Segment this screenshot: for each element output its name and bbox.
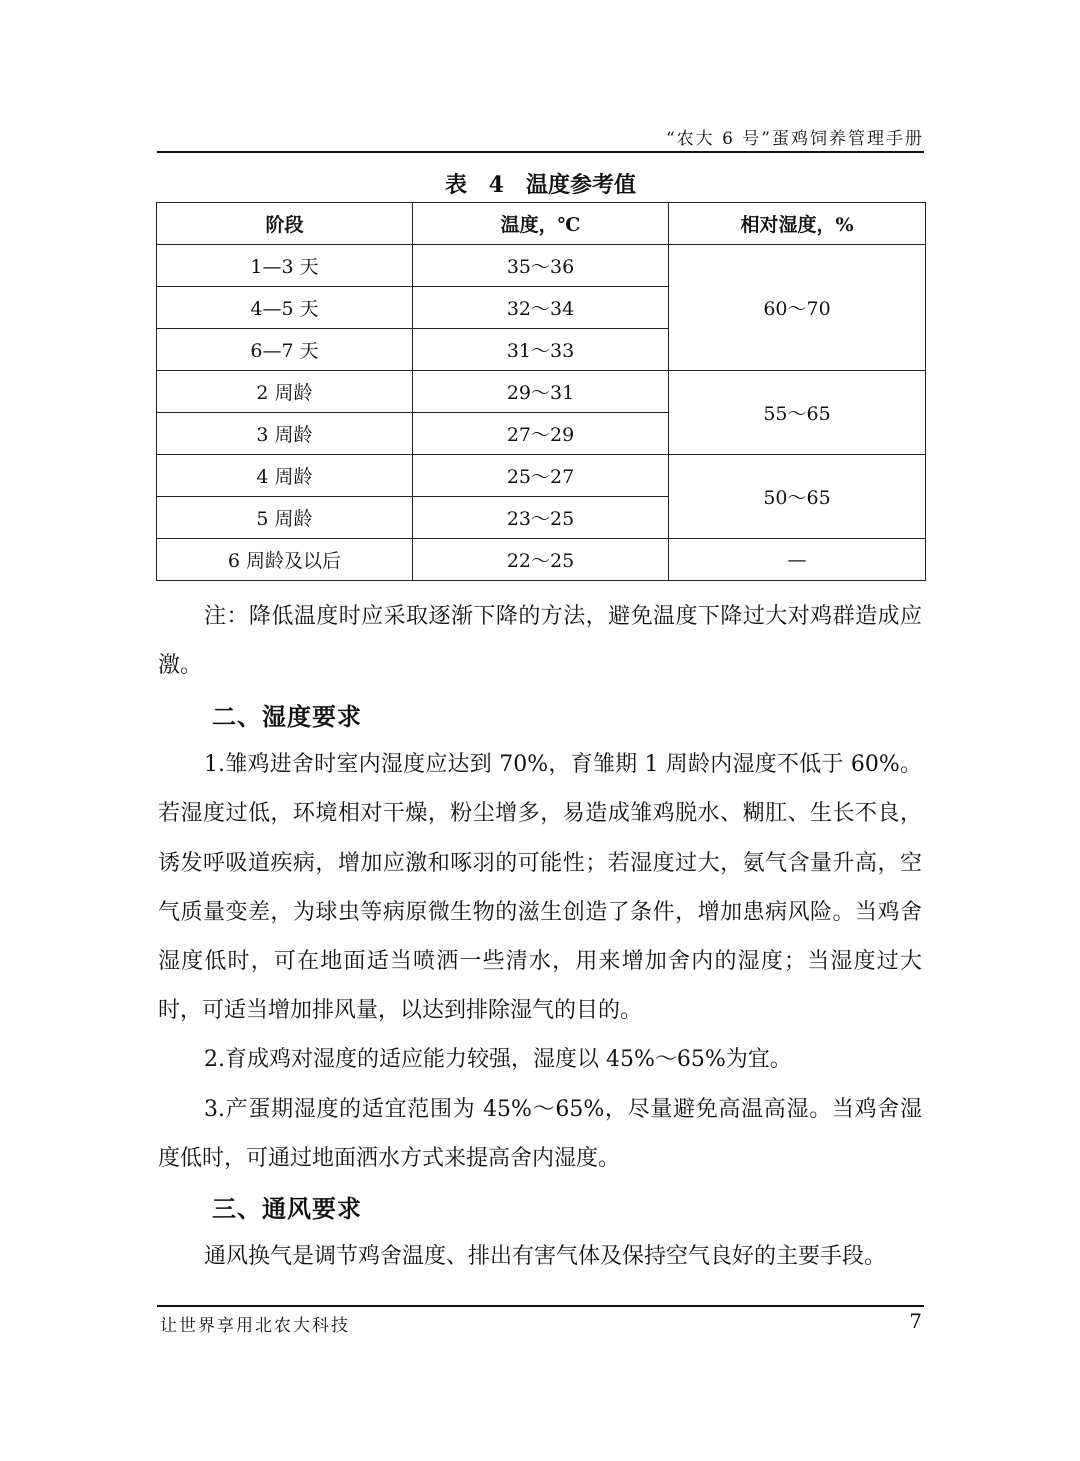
table-row xyxy=(157,371,926,413)
stage-cell: 2 周龄 xyxy=(157,371,413,413)
column-header-stage: 阶段 xyxy=(157,203,413,245)
stage-cell: 6—7 天 xyxy=(157,329,413,371)
humidity-cell: 50～65 xyxy=(669,455,926,539)
temperature-cell: 25～27 xyxy=(413,455,669,497)
table-row xyxy=(157,245,926,287)
temperature-reference-table xyxy=(156,202,926,581)
running-header: “农大 6 号”蛋鸡饲养管理手册 xyxy=(665,129,924,149)
paragraph-text: 3.产蛋期湿度的适宜范围为 45%～65%，尽量避免高温高湿。当鸡舍湿度低时，可通过地面洒水方式来提高舍内湿度。 xyxy=(158,1097,922,1172)
table-note xyxy=(158,592,922,691)
header-rule xyxy=(157,151,924,153)
stage-cell: 6 周龄及以后 xyxy=(157,539,413,581)
stage-cell: 5 周龄 xyxy=(157,497,413,539)
temperature-cell: 27～29 xyxy=(413,413,669,455)
temperature-cell: 23～25 xyxy=(413,497,669,539)
humidity-cell: 55～65 xyxy=(669,371,926,455)
section-heading-ventilation: 三、通风要求 xyxy=(212,1194,362,1223)
page-number: 7 xyxy=(909,1309,922,1333)
temperature-cell: 35～36 xyxy=(413,245,669,287)
paragraph-text: 2.育成鸡对湿度的适应能力较强，湿度以 45%～65%为宜。 xyxy=(204,1047,792,1072)
temperature-cell: 22～25 xyxy=(413,539,669,581)
footer-rule xyxy=(157,1305,924,1307)
footer-slogan: 让世界享用北农大科技 xyxy=(160,1316,350,1336)
table-title: 表 4 温度参考值 xyxy=(445,172,636,198)
stage-cell: 4—5 天 xyxy=(157,287,413,329)
column-header-temperature: 温度，℃ xyxy=(413,203,669,245)
paragraph-text: 1.雏鸡进舍时室内湿度应达到 70%，育雏期 1 周龄内湿度不低于 60%。若湿度过低，环境相对干燥，粉尘增多，易造成雏鸡脱水、糊肛、生长不良，诱发呼吸道疾病，增加应激和啄羽的可能性；若湿度过大，氨气含量升高，空气质量变差，为球虫等病原微生物的滋生创造了条件，增加患病风险。当鸡舍湿度低时，可在地面适当喷洒一些清水，用来增加舍内的湿度；当湿度过大时，可适当增加排风量，以达到排除湿气的目的。 xyxy=(158,752,922,1024)
section-heading-humidity: 二、湿度要求 xyxy=(212,702,362,731)
ventilation-paragraph-1 xyxy=(158,1232,922,1281)
temperature-cell: 31～33 xyxy=(413,329,669,371)
humidity-paragraph-3 xyxy=(158,1085,922,1184)
table-row xyxy=(157,539,926,581)
humidity-paragraph-1 xyxy=(158,740,922,1036)
table-note-text: 注：降低温度时应采取逐渐下降的方法，避免温度下降过大对鸡群造成应激。 xyxy=(158,604,922,679)
column-header-humidity: 相对湿度，% xyxy=(669,203,926,245)
paragraph-text: 通风换气是调节鸡舍温度、排出有害气体及保持空气良好的主要手段。 xyxy=(204,1244,887,1269)
stage-cell: 1—3 天 xyxy=(157,245,413,287)
humidity-cell: — xyxy=(669,539,926,581)
temperature-cell: 29～31 xyxy=(413,371,669,413)
humidity-paragraph-2 xyxy=(158,1035,922,1084)
table-row xyxy=(157,455,926,497)
humidity-cell: 60～70 xyxy=(669,245,926,371)
stage-cell: 4 周龄 xyxy=(157,455,413,497)
temperature-cell: 32～34 xyxy=(413,287,669,329)
table-header-row xyxy=(157,203,926,245)
stage-cell: 3 周龄 xyxy=(157,413,413,455)
